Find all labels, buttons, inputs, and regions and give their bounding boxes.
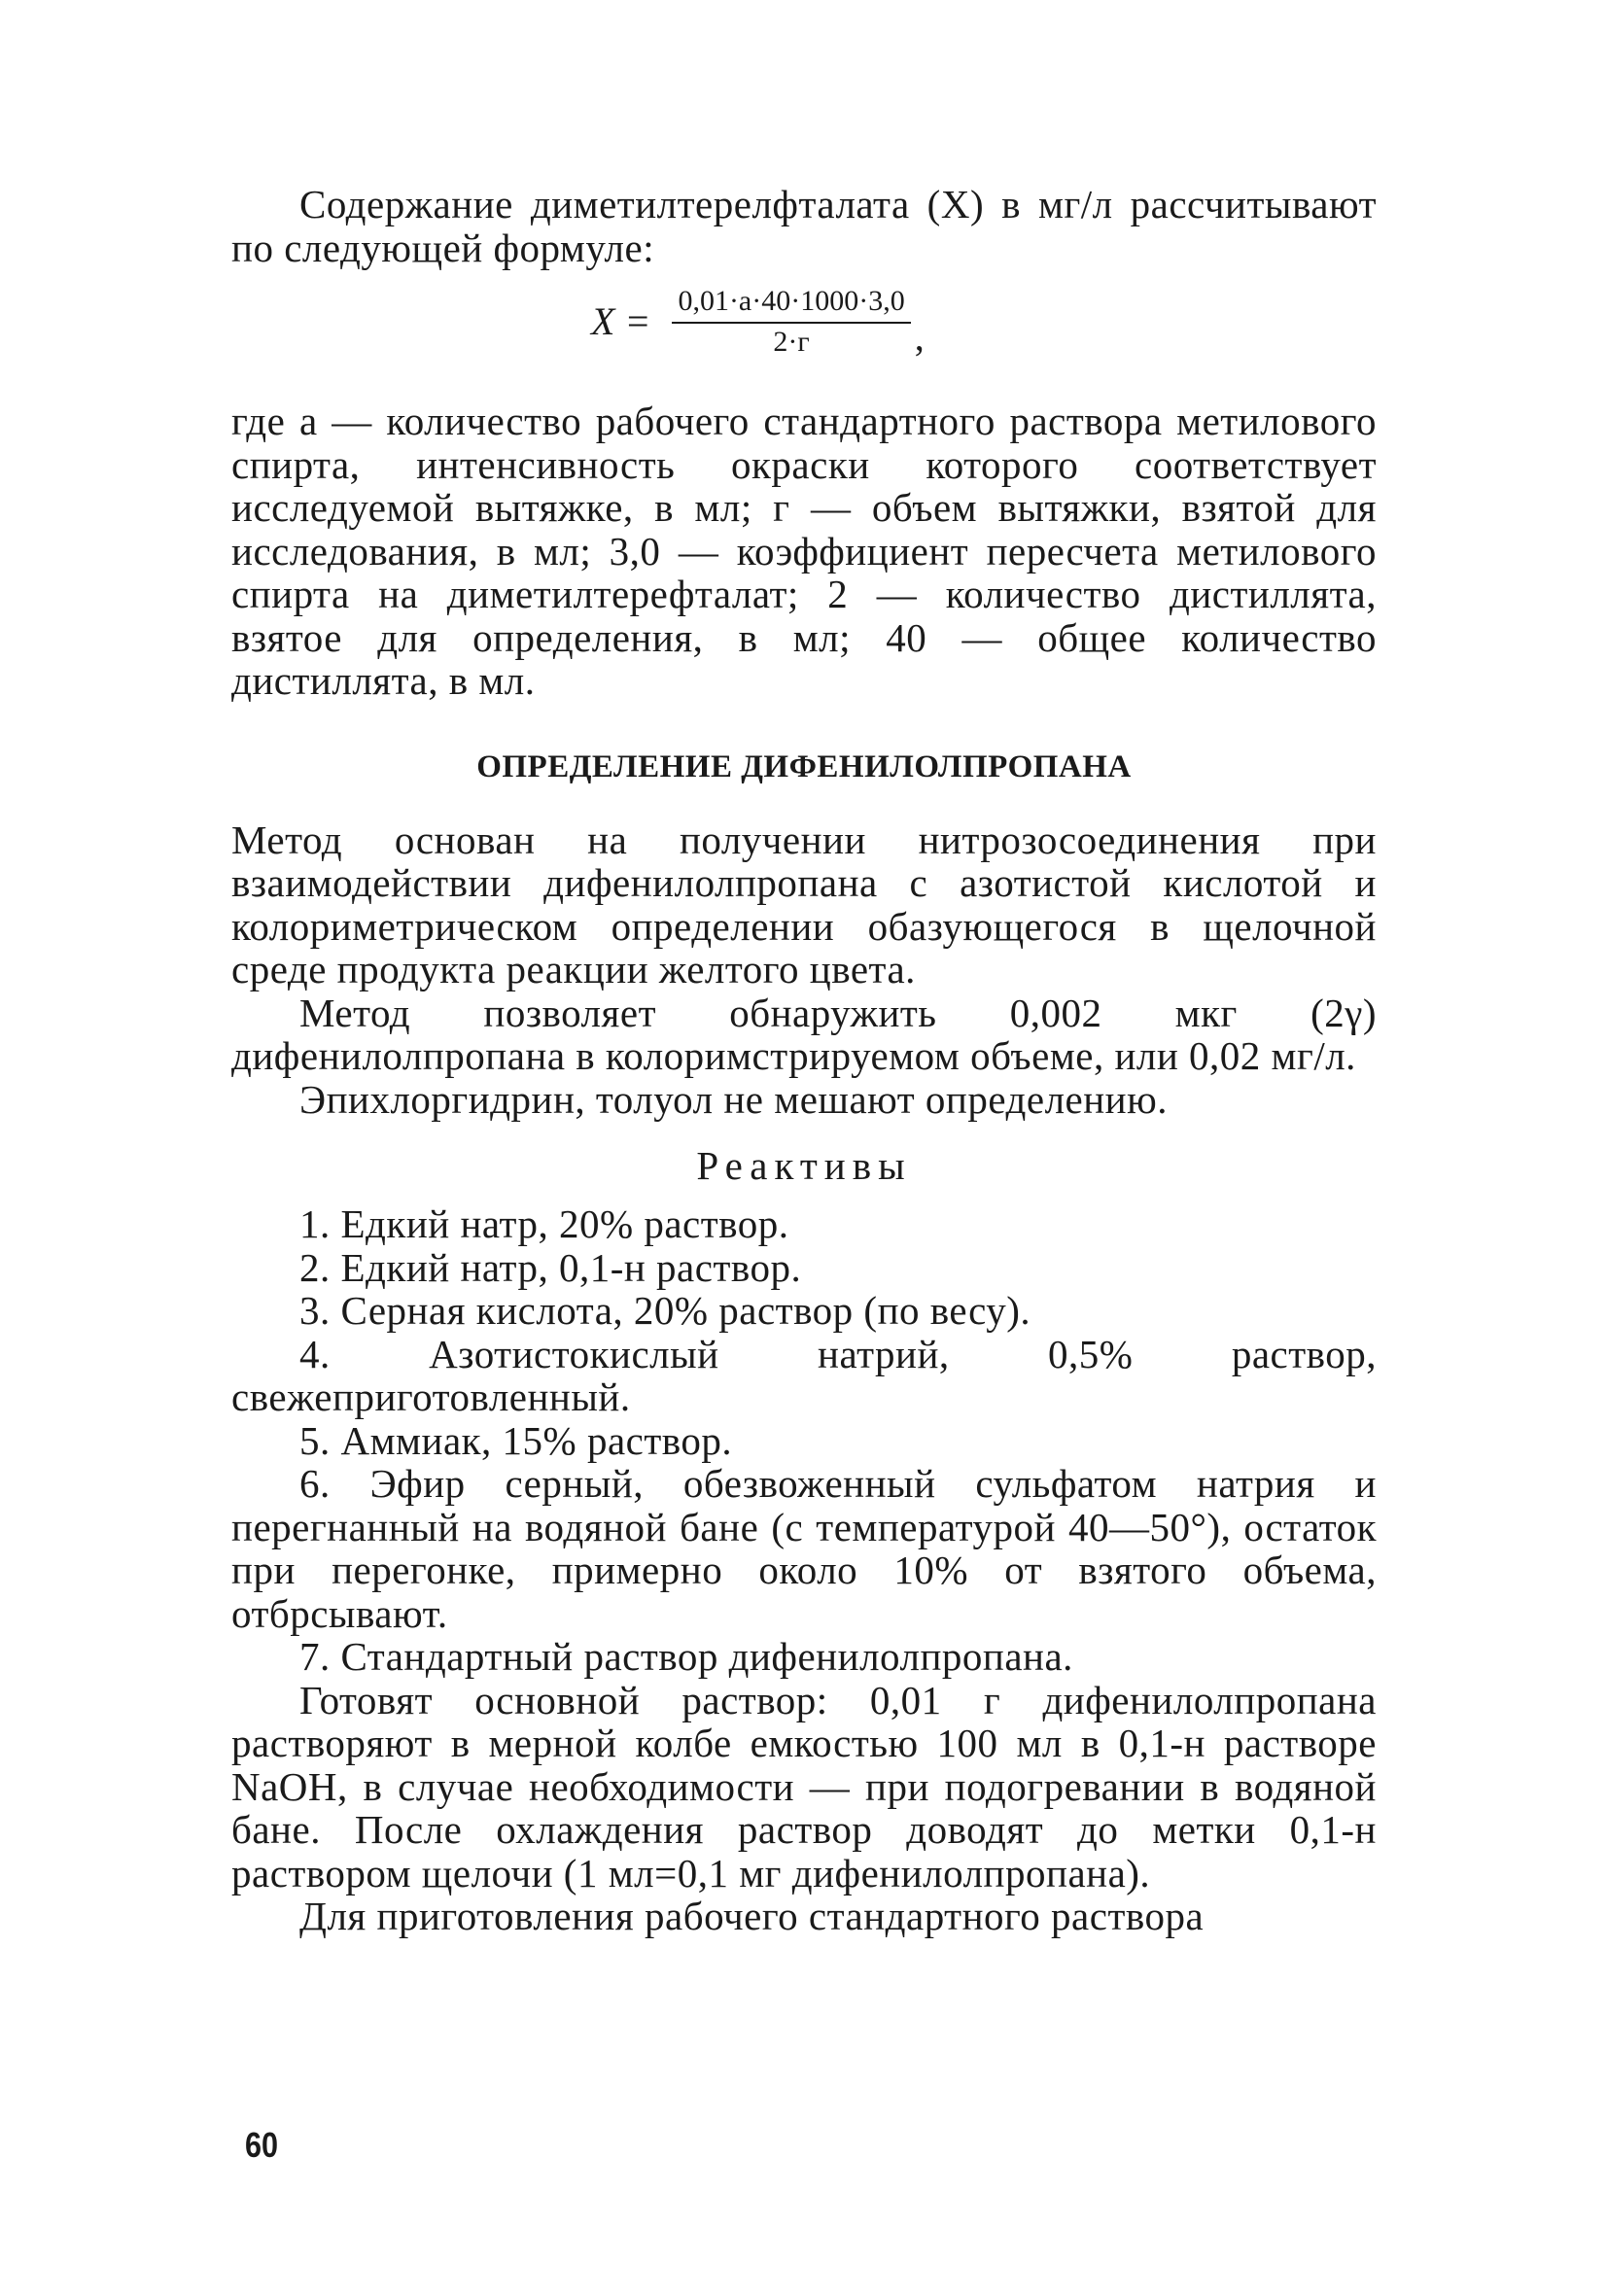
reagent-item-2: 2. Едкий натр, 0,1-н раствор. <box>299 1244 802 1290</box>
reagent-item-1: 1. Едкий натр, 20% раствор. <box>299 1201 789 1246</box>
formula-explanation: где a — количество рабочего стандартного раствора метилового спирта, интенсивность окраски которого соответствует исследуемой вытяжке, в мл; г — объем вытяжки, взятой для исследования, в мл; 3,0 — коэффициент пересчета метилового спирта на диметилтерефталат; 2 — количество дистиллята, взятое для определения, в мл; 40 — общее количество дистиллята, в мл. <box>231 399 1377 703</box>
formula-lhs: X = <box>591 299 651 343</box>
reagent-item-5: 5. Аммиак, 15% раствор. <box>299 1417 733 1463</box>
working-solution-paragraph: Для приготовления рабочего стандартного раствора <box>299 1894 1205 1938</box>
interference-paragraph: Эпихлоргидрин, толуол не мешают определению. <box>299 1076 1168 1122</box>
reagent-item-6: 6. Эфир серный, обезвоженный сульфатом натрия и перегнанный на водяной бане (с температурой 40—50°), остаток при перегонке, примерно около 10% от взятого объема, отбрсывают. <box>231 1461 1377 1636</box>
reagent-item-3: 3. Серная кислота, 20% раствор (по весу). <box>299 1288 1031 1333</box>
reagents-heading: Реактивы <box>696 1143 912 1188</box>
page-number: 60 <box>245 2125 279 2165</box>
reagent-item-4: 4. Азотистокислый натрий, 0,5% раствор, свежеприготовленный. <box>231 1331 1377 1419</box>
formula-denominator: 2·г <box>773 325 810 358</box>
page-content <box>231 183 1377 1938</box>
formula-trailing: , <box>914 315 925 359</box>
formula-block <box>231 283 1377 388</box>
section-heading: ОПРЕДЕЛЕНИЕ ДИФЕНИЛОЛПРОПАНА <box>476 748 1132 784</box>
method-paragraph: Метод основан на получении нитрозосоединения при взаимодействии дифенилолпропана с азотистой кислотой и колориметрическом определении обазующегося в щелочной среде продукта реакции желтого цвета. <box>231 817 1377 991</box>
stock-solution-paragraph: Готовят основной раствор: 0,01 г дифенилолпропана растворяют в мерной колбе емкостью 100 мл в 0,1-н растворе NaOH, в случае необходимости — при подогревании в водяной бане. После охлаждения раствор доводят до метки 0,1-н раствором щелочи (1 мл=0,1 мг дифенилолпропана). <box>231 1677 1377 1896</box>
sensitivity-paragraph: Метод позволяет обнаружить 0,002 мкг (2γ) дифенилолпропана в колоримстрируемом объеме, или 0,02 мг/л. <box>231 990 1377 1078</box>
formula-fraction <box>672 285 910 359</box>
formula <box>591 283 925 360</box>
reagent-item-7: 7. Стандартный раствор дифенилолпропана. <box>299 1634 1073 1679</box>
formula-numerator: 0,01·a·40·1000·3,0 <box>672 285 910 324</box>
intro-paragraph: Содержание диметилтерелфталата (X) в мг/л рассчитывают по следующей формуле: <box>231 182 1377 270</box>
